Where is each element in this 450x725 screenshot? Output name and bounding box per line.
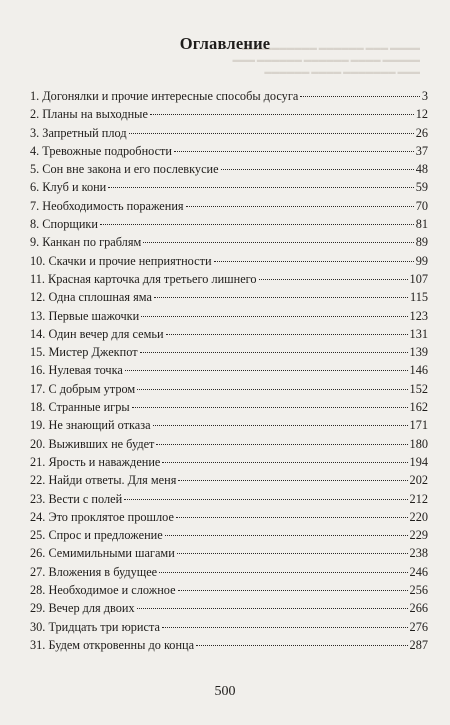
bleed-through-text: ▬▬▬▬ ▬▬▬ ▬▬▬▬▬▬ ▬▬▬▬▬▬▬▬▬▬ ▬▬▬▬▬ ▬▬▬▬ ▬▬▬▬▬▬ ▬▬▬▬▬▬ ▬▬▬ ▬▬▬ ▬▬▬▬▬▬▬ ▬▬▬▬ ▬▬▬▬▬▬ (232, 43, 420, 76)
toc-entry (30, 290, 428, 308)
toc-entry-page: 89 (415, 235, 428, 250)
toc-entry-page: 287 (409, 637, 428, 652)
dot-leader (259, 279, 408, 280)
toc-entry-page: 12 (415, 107, 428, 122)
toc-entry-title: 7. Необходимость поражения (30, 198, 184, 213)
dot-leader (140, 352, 408, 353)
toc-entry (30, 418, 428, 436)
toc-entry-page: 162 (409, 400, 428, 415)
toc-entry-title: 10. Скачки и прочие неприятности (30, 253, 212, 268)
toc-entry (30, 546, 428, 564)
toc-entry (30, 254, 428, 272)
dot-leader (153, 425, 408, 426)
toc-entry-page: 180 (409, 436, 428, 451)
toc-entry-title: 19. Не знающий отказа (30, 418, 151, 433)
dot-leader (186, 206, 414, 207)
toc-entry-page: 48 (415, 162, 428, 177)
toc-entry (30, 126, 428, 144)
toc-entry-page: 152 (409, 381, 428, 396)
toc-entry-page: 238 (409, 546, 428, 561)
toc-entry-page: 266 (409, 601, 428, 616)
page-title: Оглавление (179, 34, 271, 53)
toc-entry-title: 24. Это проклятое прошлое (30, 509, 174, 524)
toc-entry-page: 212 (409, 491, 428, 506)
toc-entry-page: 139 (409, 345, 428, 360)
dot-leader (150, 114, 414, 115)
toc-entry (30, 235, 428, 253)
dot-leader (143, 242, 413, 243)
dot-leader (162, 462, 407, 463)
toc-entry-page: 59 (415, 180, 428, 195)
toc-entry (30, 162, 428, 180)
dot-leader (132, 407, 408, 408)
dot-leader (129, 133, 414, 134)
toc-entry-page: 276 (409, 619, 428, 634)
toc-entry (30, 309, 428, 327)
toc-entry-title: 20. Выживших не будет (30, 436, 155, 451)
toc-entry-title: 1. Догонялки и прочие интересные способы досуга (30, 89, 299, 103)
dot-leader (214, 261, 414, 262)
toc-entry (30, 144, 428, 162)
toc-entry-page: 256 (409, 583, 428, 598)
page-number: 500 (214, 684, 236, 699)
dot-leader (162, 627, 408, 628)
toc-entry (30, 638, 428, 656)
toc-entry (30, 199, 428, 217)
toc-entry-page: 131 (409, 326, 428, 341)
toc-entry-title: 22. Найди ответы. Для меня (30, 473, 177, 488)
toc-entry (30, 400, 428, 418)
toc-entry-title: 21. Ярость и наваждение (30, 454, 161, 469)
toc-entry (30, 583, 428, 601)
toc-entry-page: 99 (415, 253, 428, 268)
dot-leader (137, 389, 407, 390)
toc-entry-page: 194 (409, 454, 428, 469)
toc-entry (30, 455, 428, 473)
toc-entry (30, 363, 428, 381)
toc-entry (30, 345, 428, 363)
toc-entry-title: 9. Канкан по граблям (30, 235, 142, 250)
dot-leader (176, 517, 408, 518)
toc-entry-title: 5. Сон вне закона и его послевкусие (30, 162, 219, 177)
toc-entry-title: 29. Вечер для двоих (30, 601, 135, 616)
toc-entry-title: 14. Один вечер для семьи (30, 326, 164, 341)
toc-entry (30, 565, 428, 583)
toc-entry (30, 382, 428, 400)
dot-leader (177, 553, 408, 554)
toc-entry (30, 528, 428, 546)
toc-entry-title: 2. Планы на выходные (30, 107, 148, 122)
toc-entry-page: 171 (409, 418, 428, 433)
dot-leader (159, 572, 407, 573)
toc-entry-title: 4. Тревожные подробности (30, 143, 173, 158)
toc-entry (30, 437, 428, 455)
toc-entry-title: 26. Семимильными шагами (30, 546, 175, 561)
toc-entry-page: 37 (415, 143, 428, 158)
toc-entry-title: 15. Мистер Джекпот (30, 345, 138, 360)
dot-leader (137, 608, 408, 609)
toc-entry-page: 3 (421, 89, 428, 103)
toc-entry-title: 11. Красная карточка для третьего лишнего (30, 271, 257, 286)
dot-leader (166, 334, 408, 335)
toc-entry-title: 12. Одна сплошная яма (30, 290, 152, 305)
toc-entry (30, 107, 428, 125)
toc-entry-page: 115 (410, 290, 428, 305)
toc-entry-title: 30. Тридцать три юриста (30, 619, 160, 634)
dot-leader (178, 590, 408, 591)
toc-entry-page: 202 (409, 473, 428, 488)
dot-leader (196, 645, 407, 646)
dot-leader (156, 444, 407, 445)
toc-entry-title: 17. С добрым утром (30, 381, 136, 396)
toc-entry-title: 27. Вложения в будущее (30, 564, 158, 579)
toc-entry (30, 601, 428, 619)
toc-entry (30, 510, 428, 528)
toc-entry (30, 473, 428, 491)
toc-entry-title: 31. Будем откровенны до конца (30, 637, 195, 652)
toc-entry-title: 28. Необходимое и сложное (30, 583, 176, 598)
dot-leader (124, 499, 407, 500)
toc-entry (30, 272, 428, 290)
dot-leader (300, 96, 420, 97)
dot-leader (100, 224, 414, 225)
toc-entry-page: 26 (415, 125, 428, 140)
dot-leader (108, 187, 413, 188)
dot-leader (178, 480, 407, 481)
dot-leader (154, 297, 408, 298)
toc-entry-page: 70 (415, 198, 428, 213)
toc-entry-title: 25. Спрос и предложение (30, 528, 163, 543)
toc-entry (30, 89, 428, 107)
toc-entry (30, 327, 428, 345)
toc-entry (30, 492, 428, 510)
toc-entry-page: 220 (409, 509, 428, 524)
toc-entry-page: 107 (409, 271, 428, 286)
dot-leader (125, 370, 408, 371)
toc-entry-page: 81 (415, 217, 428, 232)
toc-entry-title: 8. Спорщики (30, 217, 98, 232)
toc-entry-title: 3. Запретный плод (30, 125, 127, 140)
toc-entry-page: 246 (409, 564, 428, 579)
toc-entry-title: 18. Странные игры (30, 400, 130, 415)
dot-leader (174, 151, 414, 152)
dot-leader (221, 169, 414, 170)
toc-entry-page: 123 (409, 308, 428, 323)
toc-entry-title: 16. Нулевая точка (30, 363, 123, 378)
toc-entry (30, 180, 428, 198)
toc-entry-title: 6. Клуб и кони (30, 180, 107, 195)
toc-entry-page: 146 (409, 363, 428, 378)
toc-entry-title: 13. Первые шажочки (30, 308, 140, 323)
toc-entry-title: 23. Вести с полей (30, 491, 123, 506)
toc-entry (30, 620, 428, 638)
toc-entry (30, 217, 428, 235)
dot-leader (165, 535, 408, 536)
table-of-contents (30, 89, 428, 656)
dot-leader (141, 316, 407, 317)
toc-entry-page: 229 (409, 528, 428, 543)
